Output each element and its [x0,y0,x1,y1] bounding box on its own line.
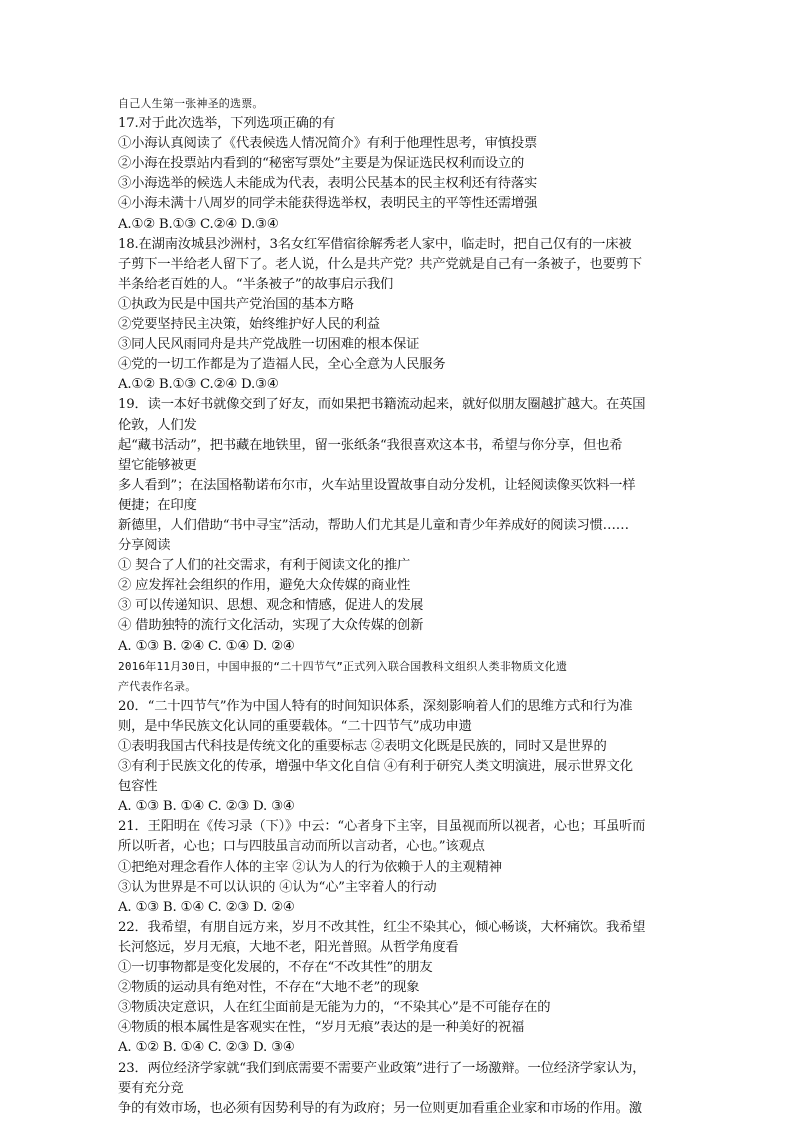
text-line: 争的有效市场，也必须有因势利导的有为政府；另一位则更加看重企业家和市场的作用。激 [118,1100,642,1116]
text-line: 长河悠远，岁月无痕，大地不老，阳光普照。从哲学角度看 [118,939,459,955]
text-line: 所以听者，心也；口与四肢虽言动而所以言动者，心也。”该观点 [118,839,485,855]
option-statement: ③物质决定意识，人在红尘面前是无能为力的，“不染其心”是不可能存在的 [118,1000,551,1016]
option-statement: ②小海在投票站内看到的“秘密写票处”主要是为保证选民权利而设立的 [118,156,525,172]
question-22-stem: 22．我希望，有朋自远方来，岁月不改其性，红尘不染其心，倾心畅谈，大杯痛饮。我希望 [118,919,646,935]
text-line: 包容性 [118,779,158,795]
option-statement: ② 应发挥社会组织的作用，避免大众传媒的商业性 [118,578,411,594]
text-line: 子剪下一半给老人留下了。老人说，什么是共产党？共产党就是自己有一条被子，也要剪下 [118,256,642,272]
option-statement: ①一切事物都是变化发展的，不存在“不改其性”的朋友 [118,960,433,976]
option-statement: ④ 借助独特的流行文化活动，实现了大众传媒的创新 [118,618,424,634]
question-19-stem: 19．读一本好书就像交到了好友，而如果把书籍流动起来，就好似朋友圈越扩越大。在英国 [118,397,646,413]
option-statement: ①把绝对理念看作人体的主宰 ②认为人的行为依赖于人的主观精神 [118,859,502,875]
text-line: 起“藏书活动”，把书藏在地铁里，留一张纸条“我很喜欢这本书，希望与你分享，但也希 [118,437,623,453]
option-statement: ④物质的根本属性是客观实在性，“岁月无痕”表达的是一种美好的祝福 [118,1020,525,1036]
text-line: 望它能够被更 [118,457,197,473]
answer-choices: A. ①③ B. ②④ C. ①④ D. ②④ [118,638,295,654]
text-line: 分享阅读 [118,538,171,554]
option-statement: ②物质的运动具有绝对性，不存在“大地不老”的现象 [118,980,420,996]
text-line: 则，是中华民族文化认同的重要载体。“二十四节气”成功申遗 [118,718,472,734]
option-statement: ③有利于民族文化的传承，增强中华文化自信 ④有利于研究人类文明演进，展示世界文化 [118,759,633,775]
material-line: 产代表作名录。 [118,679,197,693]
option-statement: ① 契合了人们的社交需求，有利于阅读文化的推广 [118,558,411,574]
question-23-stem: 23．两位经济学家就“我们到底需要不需要产业政策”进行了一场激辩。一位经济学家认为， [118,1060,646,1076]
option-statement: ④党的一切工作都是为了造福人民，全心全意为人民服务 [118,357,446,373]
answer-choices: A. ①③ B. ①④ C. ②③ D. ③④ [118,799,295,815]
question-18-stem: 18.在湖南汝城县沙洲村，3名女红军借宿徐解秀老人家中，临走时，把自己仅有的一床被 [118,236,632,252]
material-line: 2016年11月30日，中国申报的“二十四节气”正式列入联合国教科文组织人类非物质文化遗 [118,659,568,673]
question-17-stem: 17.对于此次选举，下列选项正确的有 [118,116,335,132]
text-line: 多人看到”；在法国格勒诺布尔市，火车站里设置故事自动分发机，让轻阅读像买饮料一样 [118,477,636,493]
text-line: 要有充分竞 [118,1080,184,1096]
question-20-stem: 20．“二十四节气”作为中国人特有的时间知识体系，深刻影响着人们的思维方式和行为准 [118,698,633,714]
option-statement: ①小海认真阅读了《代表候选人情况简介》有利于他理性思考，审慎投票 [118,136,538,152]
document-page [118,94,680,1119]
option-statement: ③同人民风雨同舟是共产党战胜一切困难的根本保证 [118,337,420,353]
text-line: 半条给老百姓的人。“半条被子”的故事启示我们 [118,276,394,292]
option-statement: ④小海未满十八周岁的同学未能获得选举权，表明民主的平等性还需增强 [118,196,538,212]
text-line: 便捷；在印度 [118,497,197,513]
answer-choices: A.①② B.①③ C.②④ D.③④ [118,216,279,232]
option-statement: ①表明我国古代科技是传统文化的重要标志 ②表明文化既是民族的，同时又是世界的 [118,739,607,754]
answer-choices: A. ①② B. ①④ C. ②③ D. ③④ [118,1040,295,1056]
answer-choices: A.①② B.①③ C.②④ D.③④ [118,377,279,393]
option-statement: ①执政为民是中国共产党治国的基本方略 [118,296,354,312]
option-statement: ③认为世界是不可以认识的 ④认为“心”主宰着人的行动 [118,879,437,895]
text-line: 伦敦，人们发 [118,417,197,433]
option-statement: ③小海选举的候选人未能成为代表，表明公民基本的民主权利还有待落实 [118,176,538,192]
text-line: 自己人生第一张神圣的选票。 [118,97,264,110]
text-line: 新德里，人们借助“书中寻宝”活动，帮助人们尤其是儿童和青少年养成好的阅读习惯…… [118,517,629,533]
option-statement: ③ 可以传递知识、思想、观念和情感，促进人的发展 [118,598,424,614]
question-21-stem: 21．王阳明在《传习录（下）》中云：“心者身下主宰，目虽视而所以视者，心也；耳虽听而 [118,819,646,835]
option-statement: ②党要坚持民主决策，始终维护好人民的利益 [118,317,380,333]
answer-choices: A. ①③ B. ①④ C. ②③ D. ②④ [118,899,295,915]
